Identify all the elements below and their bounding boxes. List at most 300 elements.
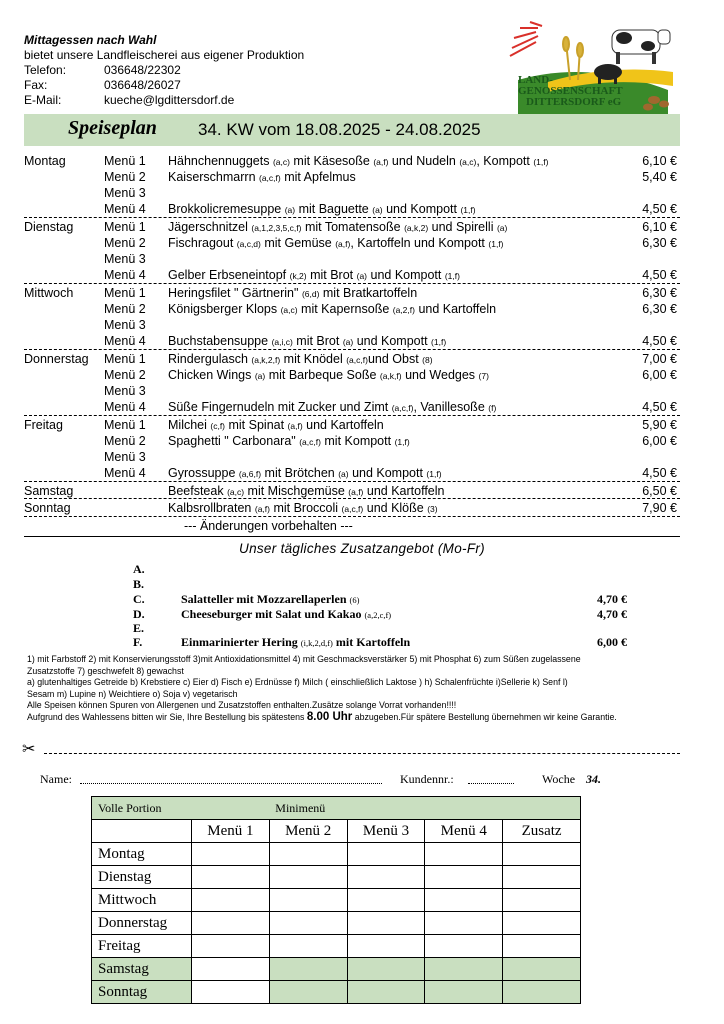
allergen-codes: (a,c,d) [236, 239, 261, 249]
day-label: Dienstag [24, 219, 74, 234]
order-day-label: Sonntag [92, 981, 192, 1004]
allergen-codes: (a,c,f) [259, 173, 281, 184]
allergen-codes: (6,d) [301, 288, 320, 299]
dish-text: , Kompott [476, 154, 534, 168]
allergen-codes: (1,f) [460, 205, 476, 216]
order-row [92, 843, 581, 866]
dish-text: mit Brot [292, 334, 343, 349]
allergen-codes: (a) [338, 468, 349, 479]
menu-label: Menü 2 [104, 170, 146, 185]
dish-text: mit Brot [306, 268, 357, 283]
dish-description [168, 219, 507, 236]
order-cell[interactable] [503, 958, 581, 981]
order-cell[interactable] [269, 889, 347, 912]
allergen-codes: (i,k,2,d,f) [300, 638, 333, 648]
allergen-codes: (7) [478, 370, 489, 381]
allergen-codes: (a,f) [373, 157, 389, 167]
menu-row [24, 185, 680, 201]
allergen-codes: (a,c) [459, 157, 477, 167]
menu-label: Menü 3 [104, 318, 146, 332]
menu-row [24, 351, 680, 367]
contact-label: Telefon: [24, 63, 67, 77]
order-cell[interactable] [192, 889, 270, 912]
dish-description [168, 367, 489, 384]
dish-text: Kaiserschmarrn [168, 170, 259, 185]
menu-label: Menü 4 [104, 202, 146, 217]
price: 6,10 € [642, 219, 677, 234]
dish-text: Jägerschnitzel [168, 219, 252, 234]
order-cell[interactable] [425, 866, 503, 889]
menu-row [24, 383, 680, 399]
menu-row [24, 317, 680, 333]
day-separator [24, 283, 680, 284]
mini-menu-label: Minimenü [269, 797, 580, 820]
dish-text: Beefsteak [168, 483, 228, 498]
extra-letter: E. [133, 621, 145, 635]
allergen-codes: (1,f) [426, 468, 442, 479]
week-label: Woche [542, 772, 576, 786]
sun-rays-icon [510, 22, 542, 56]
order-cell[interactable] [425, 981, 503, 1004]
menu-row [24, 367, 680, 383]
deadline-time: 8.00 Uhr [306, 710, 353, 723]
day-separator [24, 349, 680, 350]
order-cell[interactable] [503, 981, 581, 1004]
order-day-label: Samstag [92, 958, 192, 981]
allergen-codes: (1,f) [444, 271, 460, 282]
menu-label: Menü 1 [104, 417, 146, 432]
dish-description [168, 333, 446, 350]
order-cell[interactable] [347, 981, 425, 1004]
order-cell[interactable] [269, 866, 347, 889]
contact-value: 036648/26027 [104, 78, 181, 92]
order-row [92, 889, 581, 912]
dish-text: und Klöße [363, 501, 428, 516]
menu-label: Menü 4 [104, 334, 146, 349]
allergen-codes: (a) [496, 222, 508, 233]
menu-row [24, 333, 680, 349]
dish-text: Brokkolicremesuppe [168, 202, 285, 217]
allergen-codes: (a) [284, 205, 296, 216]
contact-email [24, 93, 235, 107]
dish-text: und Kartoffeln [414, 301, 497, 316]
extra-price: 4,70 € [597, 607, 627, 621]
dish-text: mit Kapernsoße [297, 301, 393, 316]
allergen-codes: (f) [488, 403, 497, 413]
menu-label: Menü 4 [104, 400, 146, 414]
allergen-codes: (a,2,f) [392, 304, 415, 315]
dish-description [168, 201, 476, 218]
price: 4,50 € [642, 268, 677, 283]
dish-text: , Kartoffeln und Kompott [350, 236, 489, 250]
price: 7,90 € [642, 501, 677, 516]
allergen-codes: (a) [356, 271, 368, 282]
logo-text-line: GENOSSENSCHAFT [518, 85, 623, 97]
menu-label: Menü 4 [104, 268, 146, 283]
column-header-blank [92, 820, 192, 843]
dish-description [168, 483, 445, 500]
extra-price: 4,70 € [597, 592, 627, 606]
menu-label: Menü 2 [104, 433, 146, 448]
allergen-codes: (8) [422, 354, 433, 365]
allergen-codes: (a,c,f) [341, 504, 364, 515]
day-separator [24, 481, 680, 482]
extra-letter: C. [133, 592, 145, 606]
dish-text: Heringsfilet " Gärtnerin" [168, 285, 302, 300]
dish-description [168, 399, 496, 416]
menu-row [24, 169, 680, 185]
order-cell[interactable] [425, 843, 503, 866]
price: 7,00 € [642, 351, 677, 366]
order-cell[interactable] [269, 935, 347, 958]
dish-text: Salatteller mit Mozzarellaperlen [181, 592, 350, 606]
dish-text: und Wedges [401, 367, 479, 382]
order-cell[interactable] [347, 912, 425, 935]
dish-text: mit Barbeque Soße [265, 367, 380, 382]
menu-label: Menü 3 [104, 449, 146, 464]
order-cell[interactable] [192, 843, 270, 866]
day-label: Donnerstag [24, 351, 89, 366]
allergen-codes: (a,k,f) [379, 370, 402, 381]
dish-text: Kalbsrollbraten [168, 501, 255, 516]
price: 6,30 € [642, 301, 677, 316]
contact-label: E-Mail: [24, 93, 62, 107]
order-cell[interactable] [347, 866, 425, 889]
deadline-text: abzugeben.Für spätere Bestellung übernehmen wir keine Garantie. [352, 711, 617, 722]
dish-text: mit Apfelmus [280, 170, 356, 185]
dish-text: mit Knödel [280, 351, 347, 366]
price: 6,30 € [642, 236, 677, 250]
contact-value: 036648/22302 [104, 63, 181, 77]
allergen-codes: (a,2,c,f) [364, 610, 392, 620]
customer-number-label: Kundennr.: [400, 772, 454, 786]
day-label: Freitag [24, 417, 63, 432]
menu-row [24, 285, 680, 301]
menu-label: Menü 3 [104, 186, 146, 201]
order-form-fields [40, 772, 660, 788]
extra-price: 6,00 € [597, 635, 627, 649]
menu-row [24, 500, 680, 516]
allergen-codes: (k,2) [289, 271, 307, 282]
dish-text: Gyrossuppe [168, 465, 239, 480]
legend-line: Sesam m) Lupine n) Weichtiere o) Soja v) vegetarisch [27, 688, 238, 699]
dish-text: Milchei [168, 417, 211, 432]
dish-description [168, 465, 442, 482]
order-cell[interactable] [192, 866, 270, 889]
dish-text: mit Baguette [295, 202, 373, 217]
dish-text: Buchstabensuppe [168, 334, 272, 349]
column-header: Menü 1 [192, 820, 270, 843]
legend-line: Zusatzstoffe 7) geschwefelt 8) gewachst [27, 665, 184, 676]
dish-text: und Kartoffeln [363, 483, 445, 498]
column-header: Menü 2 [269, 820, 347, 843]
menu-row [24, 251, 680, 267]
extra-letter: B. [133, 577, 145, 591]
order-day-label: Montag [92, 843, 192, 866]
dish-text: mit Spinat [225, 417, 288, 432]
order-day-label: Mittwoch [92, 889, 192, 912]
order-cell[interactable] [503, 912, 581, 935]
cut-line [44, 753, 680, 754]
extra-letter: D. [133, 607, 145, 621]
menu-label: Menü 2 [104, 301, 146, 316]
dish-description [168, 500, 438, 517]
allergen-codes: (a) [254, 370, 266, 381]
customer-number-field[interactable] [468, 783, 514, 784]
allergen-codes: (a,f) [335, 239, 351, 249]
allergen-codes: (a,f) [287, 420, 303, 431]
cow-icon [612, 30, 670, 64]
order-day-label: Freitag [92, 935, 192, 958]
price: 4,50 € [642, 465, 677, 480]
menu-row [24, 449, 680, 465]
name-field[interactable] [80, 783, 382, 784]
extra-letter: F. [133, 635, 143, 649]
contact-phone [24, 63, 181, 77]
allergen-codes: (6) [349, 595, 360, 605]
dish-text: und Kompott [382, 202, 461, 217]
dish-text: und Kompott [348, 465, 427, 480]
order-cell[interactable] [425, 889, 503, 912]
dish-text: mit Bratkartoffeln [319, 285, 418, 300]
price: 5,40 € [642, 170, 677, 185]
day-label: Samstag [24, 483, 74, 498]
menu-label: Menü 1 [104, 351, 146, 366]
order-cell[interactable] [192, 958, 270, 981]
order-row [92, 958, 581, 981]
extra-letter: A. [133, 562, 145, 576]
price: 6,30 € [642, 285, 677, 300]
cooperative-logo [508, 20, 676, 114]
contact-fax [24, 78, 181, 92]
menu-label: Menü 1 [104, 154, 146, 168]
order-day-label: Dienstag [92, 866, 192, 889]
order-cell[interactable] [347, 958, 425, 981]
dish-text: , Vanillesoße [413, 400, 489, 414]
menu-row [24, 153, 680, 169]
order-row [92, 981, 581, 1004]
order-cell[interactable] [503, 866, 581, 889]
menu-row [24, 465, 680, 481]
allergen-codes: (a,f) [254, 504, 270, 515]
allergen-codes: (a,c) [227, 486, 245, 497]
allergen-codes: (a,1,2,3,5,c,f) [251, 222, 302, 233]
price: 6,00 € [642, 433, 677, 448]
day-separator [24, 516, 680, 517]
dish-text: Rindergulasch [168, 351, 252, 366]
logo-text-line: LAND- [518, 74, 553, 86]
order-cell[interactable] [425, 958, 503, 981]
column-header: Menü 4 [425, 820, 503, 843]
dish-text: mit Käsesoße [289, 154, 374, 168]
price: 4,50 € [642, 400, 677, 414]
order-cell[interactable] [347, 889, 425, 912]
dish-description [168, 433, 410, 450]
menu-row [24, 201, 680, 217]
allergen-codes: (a) [342, 337, 354, 348]
dish-text: Spaghetti " Carbonara" [168, 433, 300, 448]
day-separator [24, 217, 680, 218]
dish-text: und Obst [367, 351, 423, 366]
order-table-header [92, 797, 581, 820]
menu-label: Menü 2 [104, 236, 146, 250]
dish-text: Chicken Wings [168, 367, 255, 382]
header-subtitle: bietet unsere Landfleischerei aus eigener Produktion [24, 48, 305, 62]
order-cell[interactable] [269, 912, 347, 935]
order-cell[interactable] [425, 935, 503, 958]
dish-description [168, 235, 504, 252]
allergen-codes: (3) [427, 504, 438, 515]
full-portion-label: Volle Portion [92, 797, 270, 820]
menu-row [24, 417, 680, 433]
dish-text: und Kompott [353, 334, 432, 349]
order-row [92, 866, 581, 889]
dish-text: und Spirelli [428, 219, 497, 234]
allergen-codes: (a,i,c) [271, 337, 293, 348]
dish-description [168, 285, 417, 302]
day-label: Sonntag [24, 501, 71, 516]
order-cell[interactable] [503, 843, 581, 866]
allergen-codes: (a,c,f) [299, 436, 321, 447]
order-table [91, 796, 581, 1004]
menu-label: Menü 2 [104, 367, 146, 382]
allergen-legend [27, 654, 699, 723]
order-day-label: Donnerstag [92, 912, 192, 935]
order-cell[interactable] [192, 912, 270, 935]
dish-text: Fischragout [168, 236, 237, 250]
menu-label: Menü 4 [104, 465, 146, 480]
dish-text: mit Kompott [320, 433, 395, 448]
legend-line: a) glutenhaltiges Getreide b) Krebstiere c) Eier d) Fisch e) Erdnüsse f) Milch ( einschließlich Laktose ) h) Schalenfrüchte i)Sellerie k) Senf l) [27, 677, 568, 687]
allergen-codes: (1,f) [394, 436, 410, 447]
column-header: Menü 3 [347, 820, 425, 843]
menu-label: Menü 3 [104, 383, 146, 398]
order-row [92, 935, 581, 958]
order-cell[interactable] [347, 935, 425, 958]
day-separator [24, 498, 680, 499]
menu-row [24, 301, 680, 317]
plan-week: 34. KW vom 18.08.2025 - 24.08.2025 [198, 120, 481, 139]
dish-description [168, 169, 356, 186]
allergen-codes: (1,f) [488, 239, 504, 249]
name-label: Name: [40, 772, 72, 786]
day-label: Montag [24, 154, 66, 168]
allergen-codes: (a,c,f) [346, 354, 368, 365]
order-cell[interactable] [503, 935, 581, 958]
order-cell[interactable] [269, 958, 347, 981]
dish-description [168, 153, 548, 170]
order-cell[interactable] [269, 981, 347, 1004]
allergen-codes: (a) [372, 205, 383, 216]
menu-row [24, 219, 680, 235]
dish-text: Einmarinierter Hering [181, 635, 301, 649]
order-cell[interactable] [425, 912, 503, 935]
order-cell[interactable] [347, 843, 425, 866]
dish-text: und Kartoffeln [302, 417, 384, 432]
dish-text: Cheeseburger mit Salat und Kakao [181, 607, 365, 621]
contact-value: kueche@lgdittersdorf.de [104, 93, 235, 107]
menu-row [24, 399, 680, 415]
allergen-codes: (a,k,2,f) [251, 354, 281, 365]
menu-row [24, 235, 680, 251]
price: 5,90 € [642, 417, 677, 432]
price: 6,00 € [642, 367, 677, 382]
order-row [92, 912, 581, 935]
order-cell[interactable] [503, 889, 581, 912]
dish-text: mit Brötchen [261, 465, 339, 480]
extra-description [181, 634, 410, 651]
price: 6,50 € [642, 483, 677, 498]
menu-row [24, 267, 680, 283]
dish-description [168, 267, 460, 284]
dish-text: und Nudeln [388, 154, 460, 168]
extra-item [133, 561, 633, 577]
day-label: Mittwoch [24, 285, 74, 300]
allergen-codes: (1,f) [431, 337, 447, 348]
header-title: Mittagessen nach Wahl [24, 33, 157, 47]
extras-title: Unser tägliches Zusatzangebot (Mo-Fr) [239, 541, 485, 556]
column-header: Zusatz [503, 820, 581, 843]
day-separator [24, 415, 680, 416]
order-cell[interactable] [269, 843, 347, 866]
allergen-codes: (a,k,2) [404, 222, 429, 233]
price: 4,50 € [642, 202, 677, 217]
extra-item [133, 576, 633, 592]
order-deadline [27, 712, 699, 724]
deadline-text: Aufgrund des Wahlessens bitten wir Sie, Ihre Bestellung bis spätestens [27, 711, 307, 722]
dish-text: mit Broccoli [269, 501, 342, 516]
menu-row [24, 433, 680, 449]
contact-label: Fax: [24, 78, 48, 92]
allergen-codes: (c,f) [210, 420, 226, 431]
allergen-codes: (1,f) [533, 157, 549, 167]
menu-row [24, 483, 680, 499]
dish-text: Süße Fingernudeln mit Zucker und Zimt [168, 400, 392, 414]
dish-text: mit Mischgemüse [244, 483, 349, 498]
allergen-codes: (a,f) [348, 486, 364, 497]
dish-description [168, 301, 496, 318]
extra-item [133, 591, 633, 607]
menu-label: Menü 1 [104, 285, 146, 300]
logo-text-line: DITTERSDORF eG [526, 96, 622, 108]
allergen-codes: (a,c) [280, 304, 298, 315]
order-cell[interactable] [192, 935, 270, 958]
dish-description [168, 417, 384, 434]
allergen-codes: (a,c) [272, 157, 290, 167]
dish-text: mit Gemüse [260, 236, 336, 250]
allergen-codes: (a,6,f) [238, 468, 262, 479]
order-table-columns [92, 820, 581, 843]
price: 6,10 € [642, 154, 677, 168]
allergen-codes: (a,c,f) [391, 403, 414, 413]
menu-label: Menü 3 [104, 252, 146, 267]
menu-label: Menü 1 [104, 219, 146, 234]
changes-note: --- Änderungen vorbehalten --- [184, 519, 353, 533]
extra-item [133, 634, 633, 650]
dish-description [168, 351, 433, 368]
price: 4,50 € [642, 334, 677, 349]
week-value: 34. [586, 772, 601, 786]
order-cell[interactable] [192, 981, 270, 1004]
dish-text: Hähnchennuggets [168, 154, 273, 168]
divider [24, 536, 680, 537]
dish-text: mit Tomatensoße [301, 219, 405, 234]
dish-text: mit Kartoffeln [332, 635, 411, 649]
legend-line: Alle Speisen können Spuren von Allergenen und Zusatzstoffen enthalten.Zusätze solange Vorrat vorhanden!!!! [27, 700, 457, 710]
dish-text: und Kompott [367, 268, 445, 283]
plan-title: Speiseplan [68, 117, 157, 139]
legend-line: 1) mit Farbstoff 2) mit Konservierungsstoff 3)mit Antioxidationsmittel 4) mit Geschmacksverstärker 5) mit Phosphat 6) zum Süßen zugelassene [27, 654, 581, 664]
